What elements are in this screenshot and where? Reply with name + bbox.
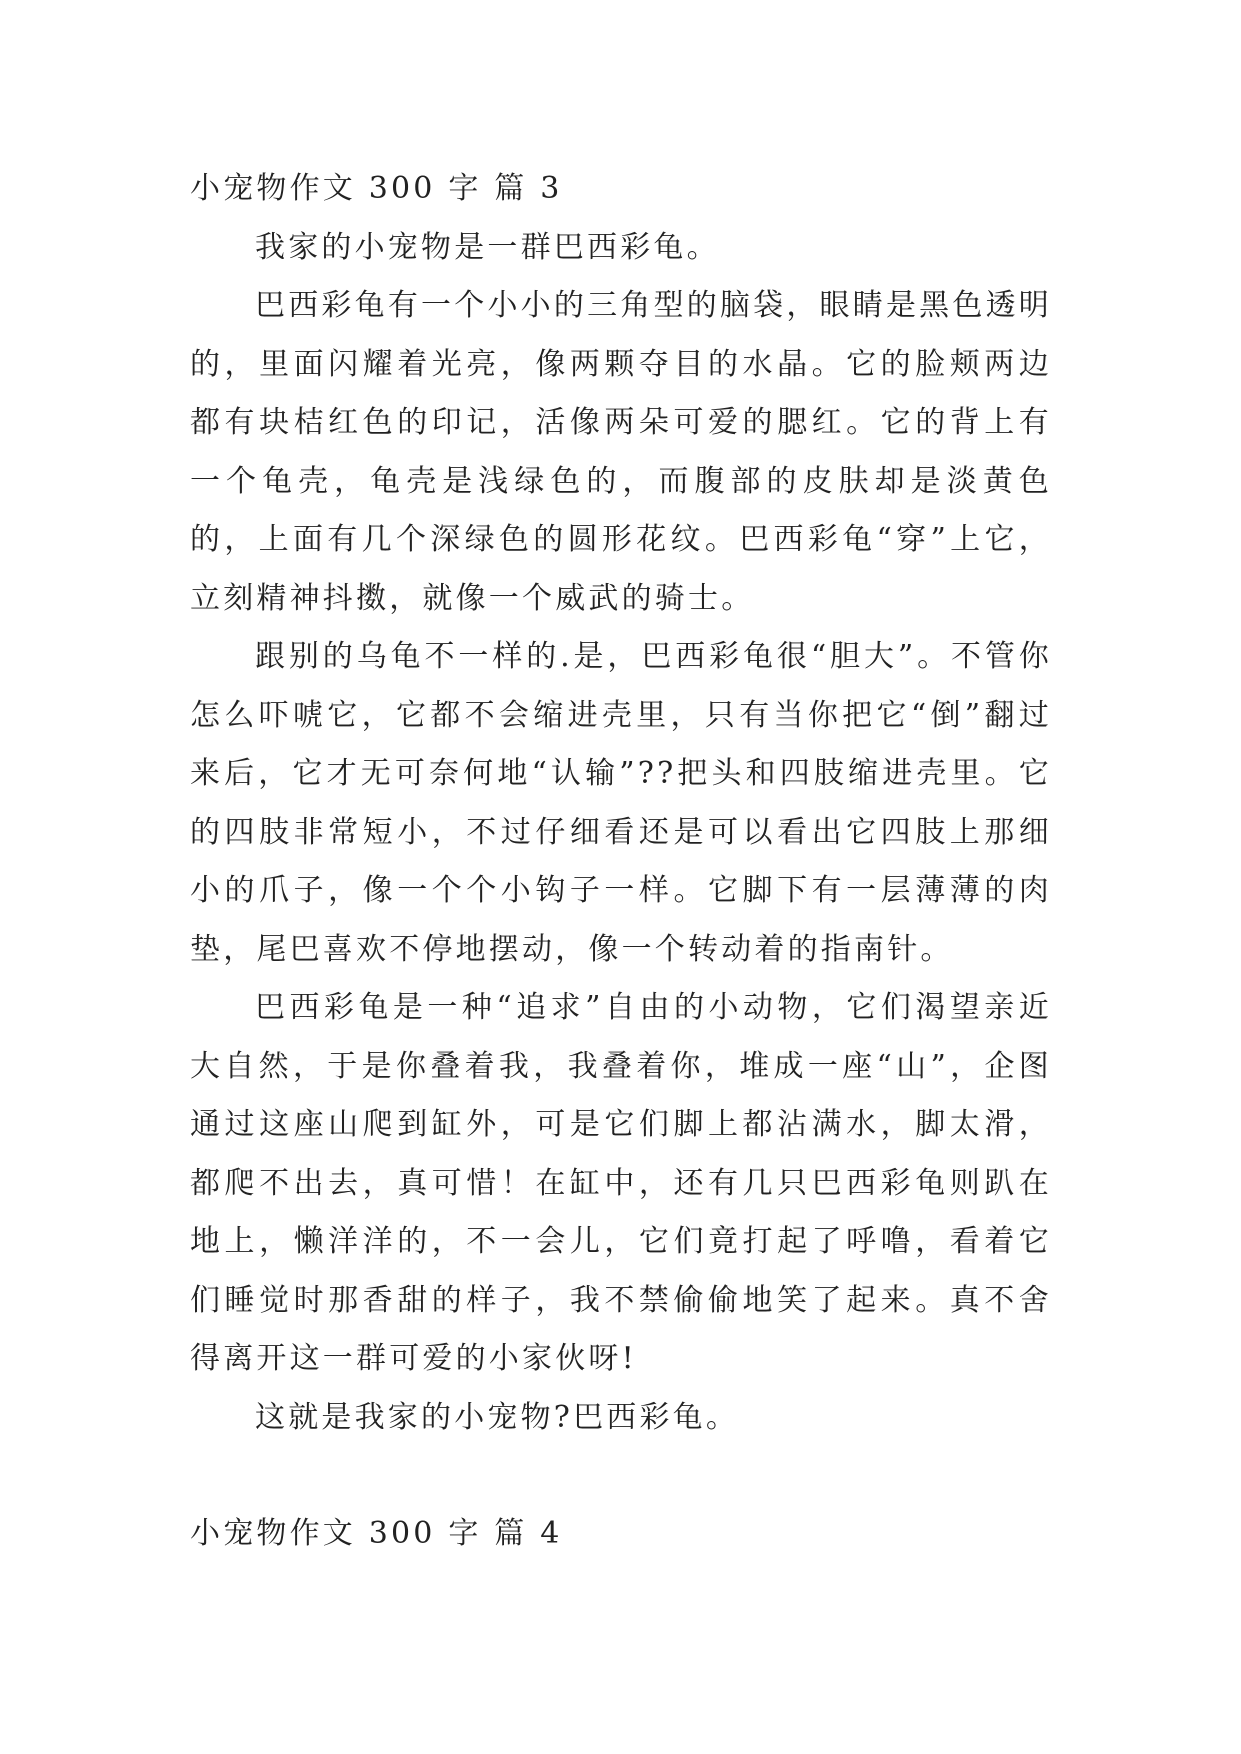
document-body <box>190 160 1052 1564</box>
paragraph-1: 我家的小宠物是一群巴西彩龟。 <box>255 229 720 265</box>
paragraph-3: 跟别的乌龟不一样的.是，巴西彩龟很“胆大”。不管你怎么吓唬它，它都不会缩进壳里，只有当你把它“倒”翻过来后，它才无可奈何地“认输”??把头和四肢缩进壳里。它的四肢非常短小，不过仔细看还是可以看出它四肢上那细小的爪子，像一个个小钩子一样。它脚下有一层薄薄的肉垫，尾巴喜欢不停地摆动，像一个转动着的指南针。 <box>190 639 1052 967</box>
paragraph-2: 巴西彩龟有一个小小的三角型的脑袋，眼睛是黑色透明的，里面闪耀着光亮，像两颗夺目的水晶。它的脸颊两边都有块桔红色的印记，活像两朵可爱的腮红。它的背上有一个龟壳，龟壳是浅绿色的，而腹部的皮肤却是淡黄色的，上面有几个深绿色的圆形花纹。巴西彩龟“穿”上它，立刻精神抖擞，就像一个威武的骑士。 <box>190 288 1052 616</box>
section-spacer <box>190 1447 1052 1505</box>
paragraph-5: 这就是我家的小宠物?巴西彩龟。 <box>255 1399 740 1435</box>
paragraph-4: 巴西彩龟是一种“追求”自由的小动物，它们渴望亲近大自然，于是你叠着我，我叠着你，堆成一座“山”，企图通过这座山爬到缸外，可是它们脚上都沾满水，脚太滑，都爬不出去，真可惜！在缸中，还有几只巴西彩龟则趴在地上，懒洋洋的，不一会儿，它们竟打起了呼噜，看着它们睡觉时那香甜的样子，我不禁偷偷地笑了起来。真不舍得离开这一群可爱的小家伙呀! <box>190 990 1052 1376</box>
section-4-heading: 小宠物作文 300 字 篇 4 <box>190 1516 563 1551</box>
section-3-heading: 小宠物作文 300 字 篇 3 <box>190 171 563 206</box>
